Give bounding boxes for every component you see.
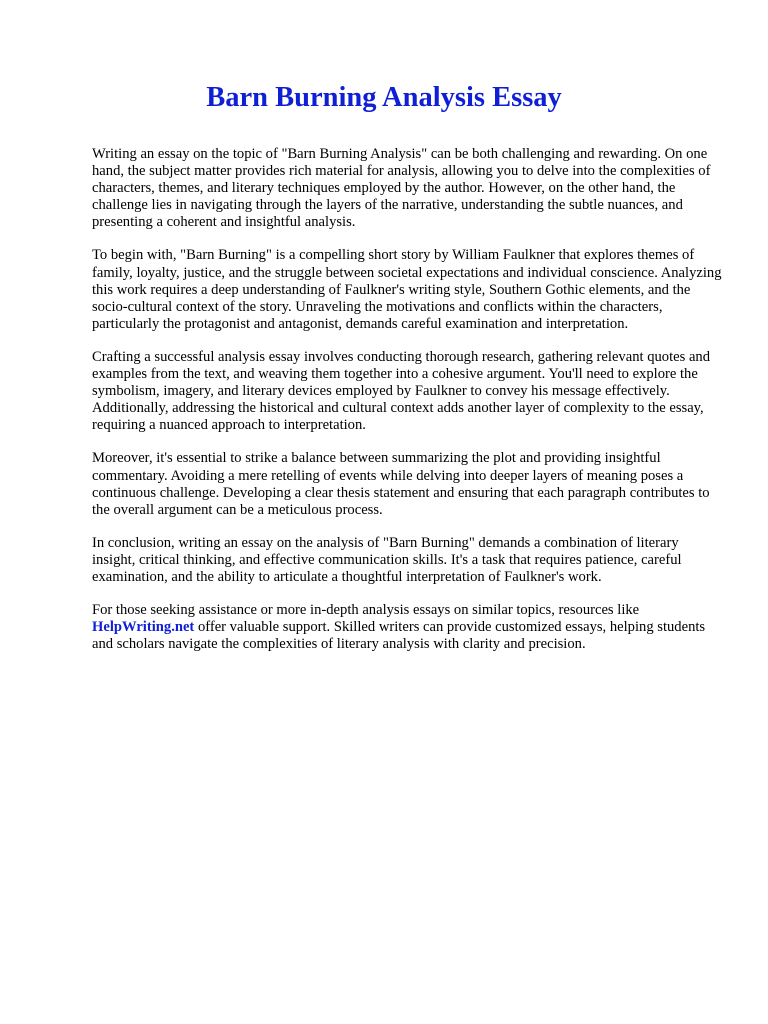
resources-text-before: For those seeking assistance or more in-depth analysis essays on similar topics, resources like (92, 602, 640, 619)
paragraph-story-overview: To begin with, "Barn Burning" is a compelling short story by William Faulkner that explores themes of family, loyalty, justice, and the struggle between societal expectations and individual conscience. Analyzing this work requires a deep understanding of Faulkner's writing style, Southern Gothic elements, and the socio-cultural context of the story. Unraveling the motivations and conflicts within the characters, particularly the protagonist and antagonist, demands careful examination and interpretation. (92, 247, 722, 332)
paragraph-crafting-essay: Crafting a successful analysis essay involves conducting thorough research, gathering relevant quotes and examples from the text, and weaving them together into a cohesive argument. You'll need to explore the symbolism, imagery, and literary devices employed by Faulkner to convey his message effectively. Additionally, addressing the historical and cultural context adds another layer of complexity to the essay, requiring a nuanced approach to interpretation. (92, 348, 711, 434)
paragraph-conclusion: In conclusion, writing an essay on the analysis of "Barn Burning" demands a combination of literary insight, critical thinking, and effective communication skills. It's a task that requires patience, careful examination, and the ability to articulate a thoughtful interpretation of Faulkner's work. (92, 534, 682, 585)
document-title: Barn Burning Analysis Essay (206, 82, 562, 113)
paragraph-intro: Writing an essay on the topic of "Barn Burning Analysis" can be both challenging and rewarding. On one hand, the subject matter provides rich material for analysis, allowing you to delve into the complexities of characters, themes, and literary techniques employed by the author. However, on the other hand, the challenge lies in navigating through the layers of the narrative, understanding the subtle nuances, and presenting a coherent and insightful analysis. (92, 146, 711, 231)
resources-text-after: offer valuable support. Skilled writers can provide customized essays, helping students and scholars navigate the complexities of literary analysis with clarity and precision. (92, 619, 706, 653)
helpwriting-link[interactable]: HelpWriting.net (92, 619, 195, 636)
paragraph-balance: Moreover, it's essential to strike a balance between summarizing the plot and providing insightful commentary. Avoiding a mere retelling of events while delving into deeper layers of meaning poses a continuous challenge. Developing a clear thesis statement and ensuring that each paragraph contributes to the overall argument can be a meticulous process. (92, 450, 710, 518)
paragraph-resources (92, 602, 722, 653)
document-body (92, 146, 722, 669)
